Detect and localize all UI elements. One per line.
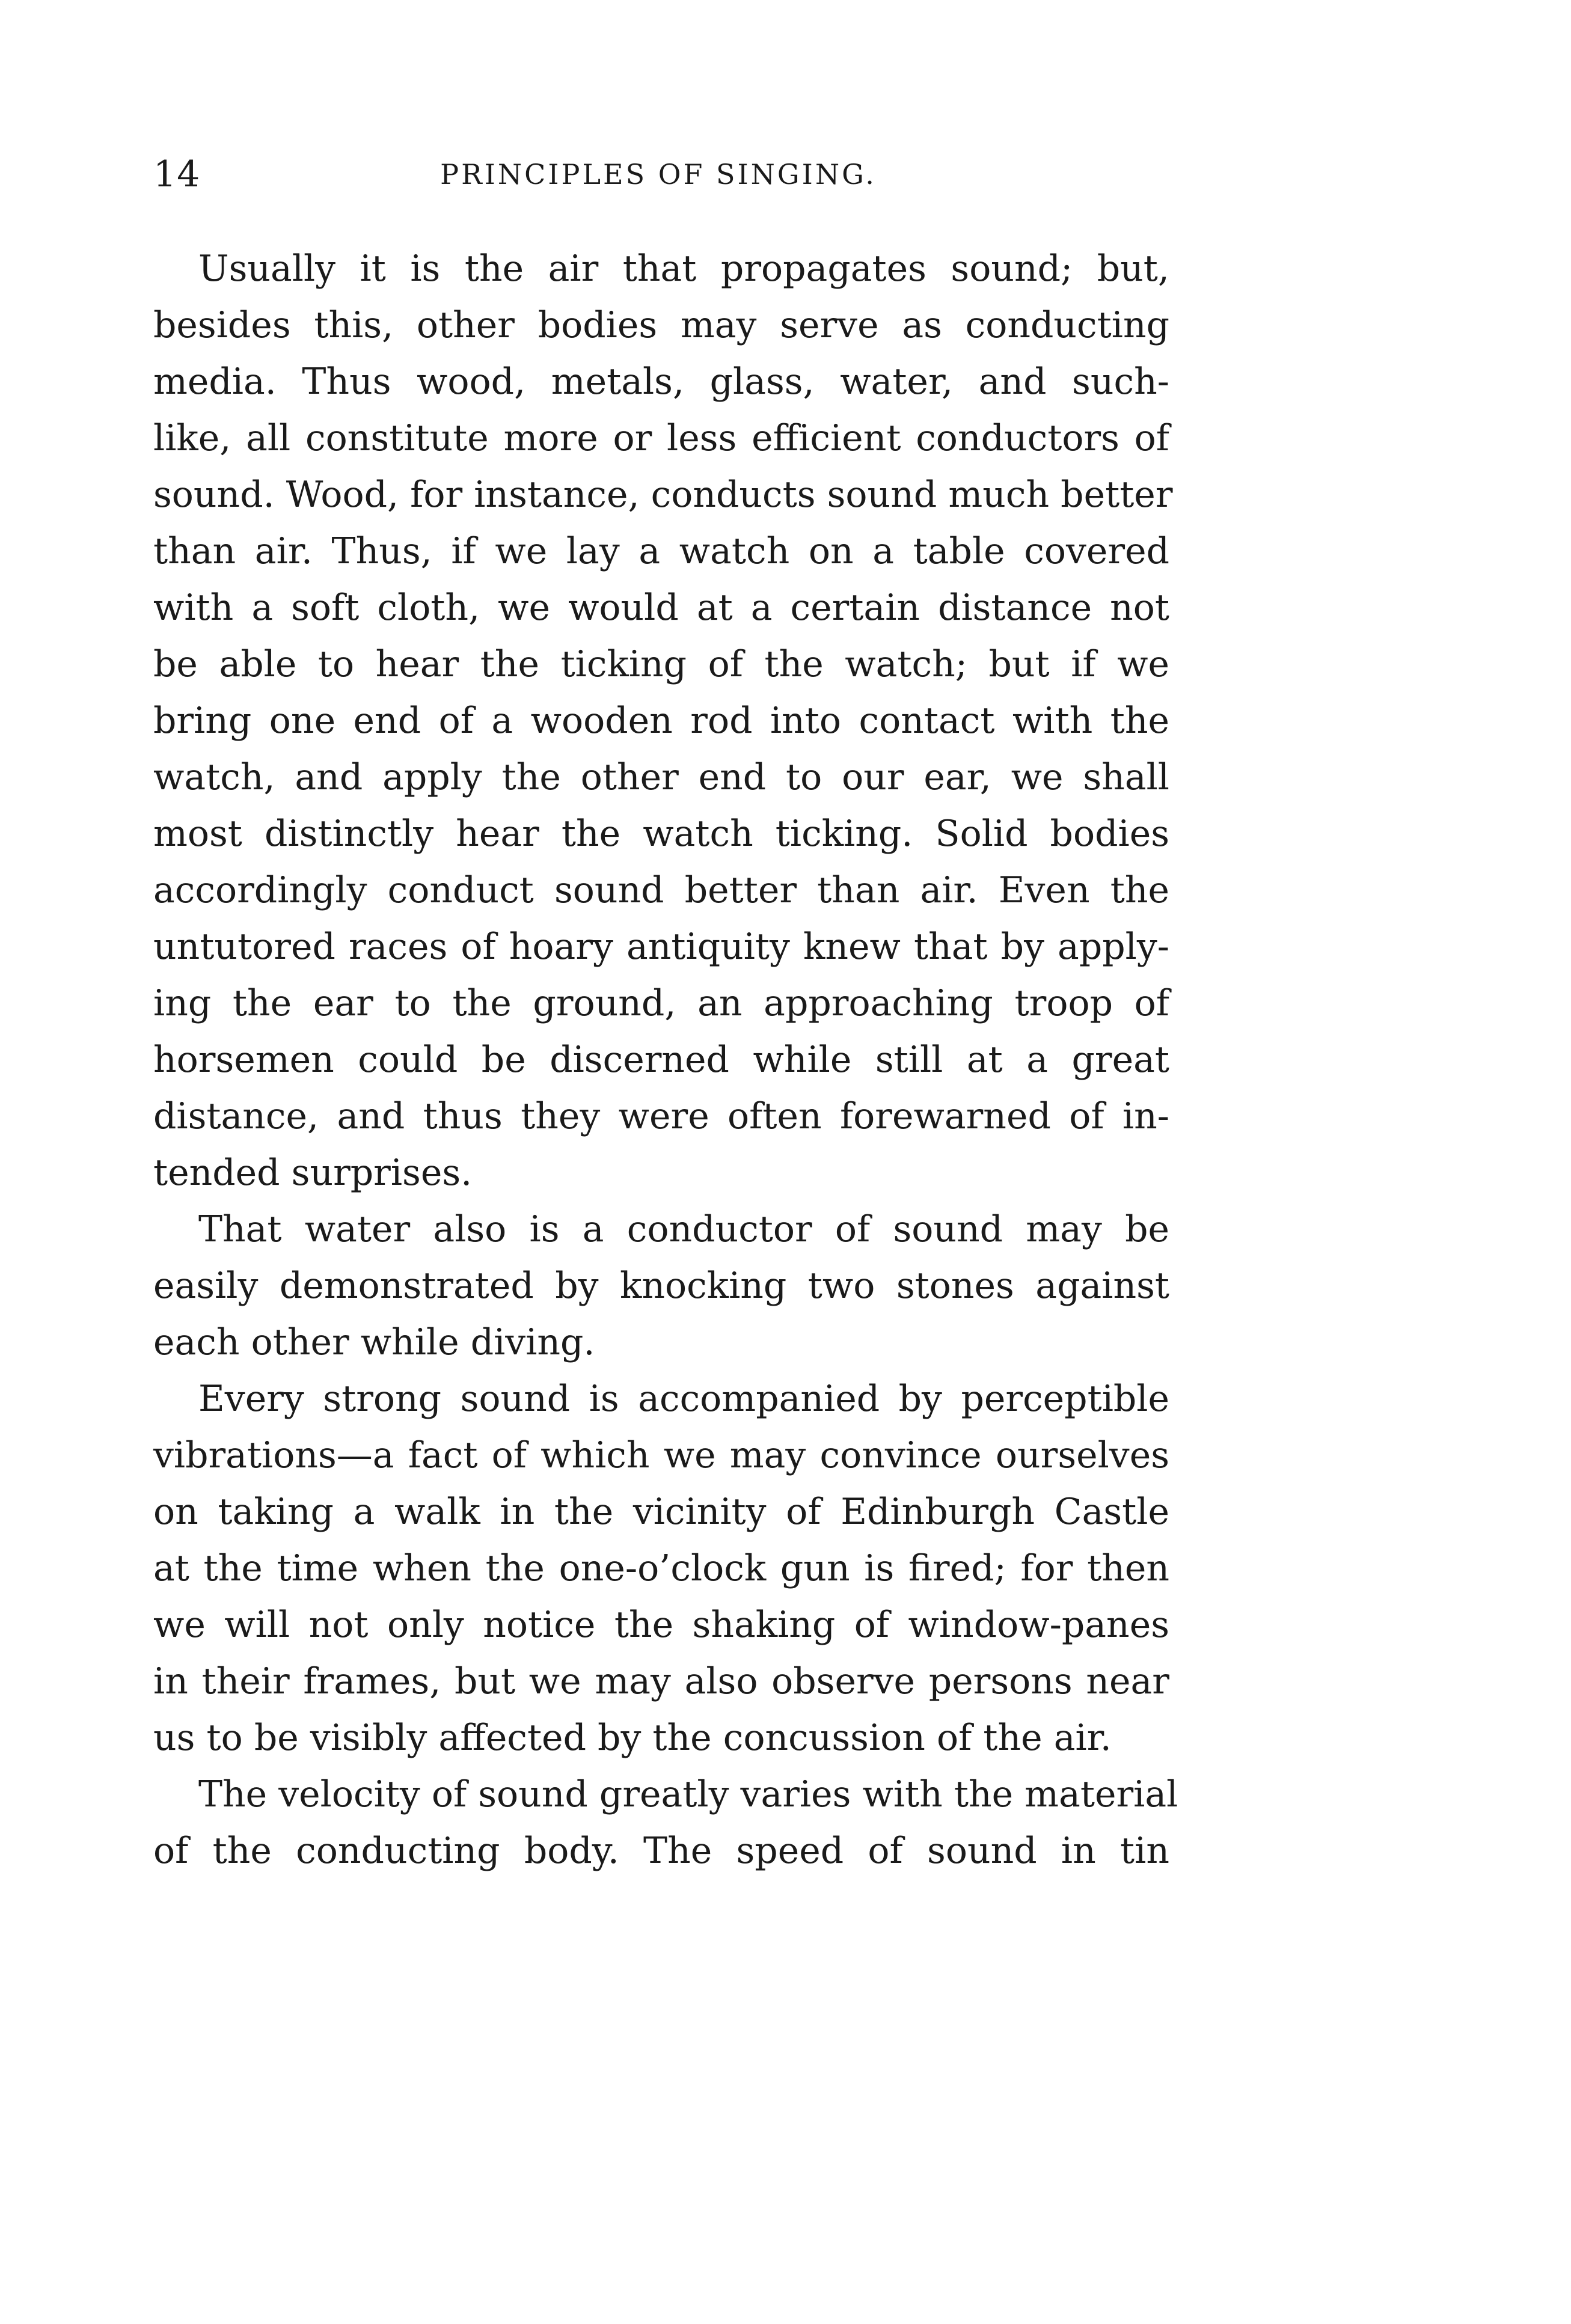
body-text [153,240,1178,1879]
text-line: The velocity of sound greatly varies with the material [198,1773,1178,1815]
text-line: of the conducting body. The speed of sound in tin [153,1830,1169,1872]
text-line: easily demonstrated by knocking two stones against [153,1265,1169,1307]
text-line: watch, and apply the other end to our ear, we shall [153,756,1169,798]
text-line: vibrations—a fact of which we may convince ourselves [153,1434,1169,1476]
text-line: ing the ear to the ground, an approaching troop of [153,982,1169,1024]
paragraph [153,1201,1169,1371]
text-line: like, all constitute more or less efficient conductors of [153,417,1169,459]
text-line: sound. Wood, for instance, conducts sound much better [153,474,1173,516]
text-line: each other while diving. [153,1321,595,1363]
text-line: untutored races of hoary antiquity knew that by apply- [153,926,1169,968]
text-line: Usually it is the air that propagates sound; but, [198,248,1169,290]
text-line: on taking a walk in the vicinity of Edinburgh Castle [153,1491,1169,1533]
text-line: That water also is a conductor of sound may be [198,1208,1169,1250]
text-line: with a soft cloth, we would at a certain distance not [153,587,1169,629]
running-title: PRINCIPLES OF SINGING. [440,158,877,191]
text-line: tended surprises. [153,1152,473,1194]
text-line: in their frames, but we may also observe persons near [153,1660,1169,1702]
text-line: besides this, other bodies may serve as conducting [153,304,1169,346]
text-line: be able to hear the ticking of the watch; but if we [153,643,1169,685]
page-header [153,147,1163,201]
text-line: bring one end of a wooden rod into contact with the [153,700,1169,742]
text-line: horsemen could be discerned while still at a great [153,1039,1169,1081]
text-line: at the time when the one-o’clock gun is fired; for then [153,1547,1169,1589]
paragraph [153,1371,1169,1766]
text-line: media. Thus wood, metals, glass, water, and such- [153,361,1169,403]
text-line: distance, and thus they were often forewarned of in- [153,1095,1169,1137]
paragraph [153,1766,1178,1879]
text-line: accordingly conduct sound better than air. Even the [153,869,1169,911]
paragraph [153,240,1173,1201]
text-line: most distinctly hear the watch ticking. Solid bodies [153,813,1169,855]
text-line: we will not only notice the shaking of window-panes [153,1604,1169,1646]
text-line: than air. Thus, if we lay a watch on a table covered [153,530,1169,572]
text-line: us to be visibly affected by the concussion of the air. [153,1717,1112,1759]
page-number: 14 [153,153,201,195]
text-line: Every strong sound is accompanied by perceptible [198,1378,1169,1420]
